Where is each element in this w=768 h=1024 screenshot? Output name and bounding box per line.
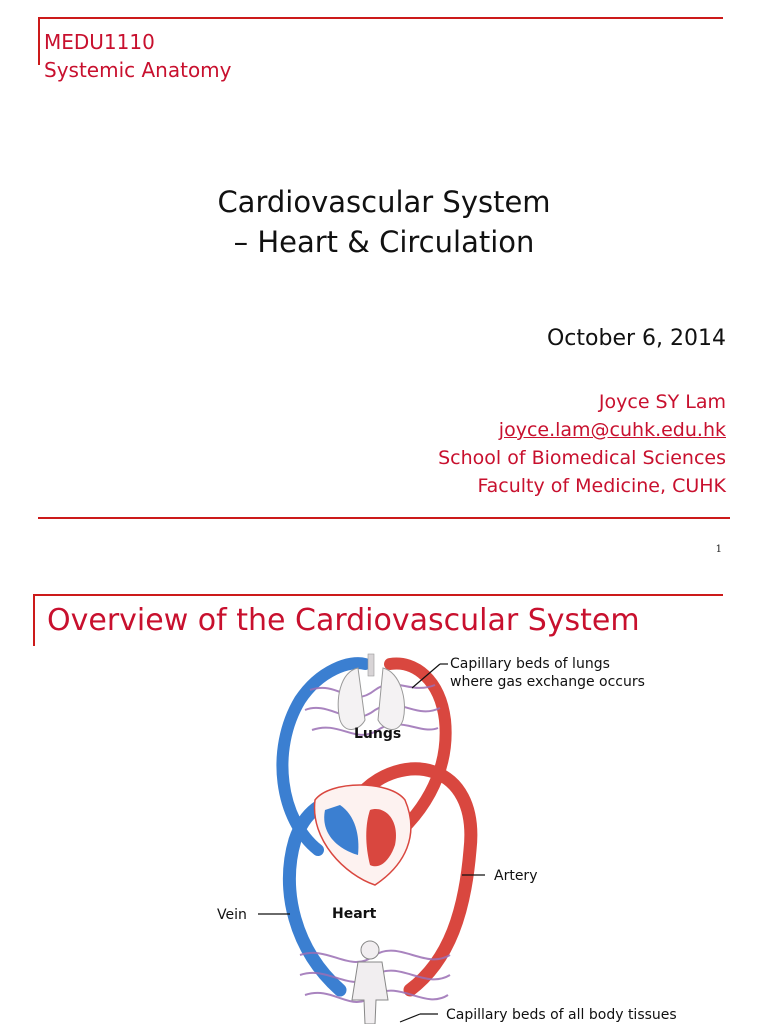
circulation-diagram (200, 650, 677, 1024)
right-lung-shape (378, 668, 404, 729)
lungs-label: Lungs (354, 726, 402, 742)
title-line-1: Cardiovascular System (217, 185, 551, 219)
title-line-2: – Heart & Circulation (233, 225, 535, 259)
page-number: 1 (715, 544, 722, 555)
top-rule (38, 17, 723, 19)
top-rule (33, 594, 723, 596)
bottom-rule (38, 517, 730, 519)
tissues-caption-pointer (400, 1014, 420, 1022)
heart-label: Heart (332, 906, 377, 922)
body-silhouette (352, 941, 388, 1024)
heart-outline (315, 785, 411, 885)
slide-title: Overview of the Cardiovascular System (47, 603, 640, 638)
course-code: MEDU1110 (44, 30, 155, 54)
circulation-illustration (200, 650, 570, 1024)
overview-slide (0, 580, 768, 1024)
tissues-caption: Capillary beds of all body tissues (446, 1007, 677, 1023)
email-link[interactable]: joyce.lam@cuhk.edu.hk (498, 419, 726, 441)
lungs-caption-line-1: Capillary beds of lungs (450, 656, 610, 672)
lungs-caption-line-2: where gas exchange occurs (450, 674, 645, 690)
trachea-shape (368, 654, 374, 676)
artery-label: Artery (494, 868, 538, 884)
school-name: School of Biomedical Sciences (438, 447, 726, 469)
left-rule (38, 17, 40, 65)
course-name: Systemic Anatomy (44, 58, 232, 82)
faculty-name: Faculty of Medicine, CUHK (477, 475, 726, 497)
lecture-date: October 6, 2014 (546, 326, 726, 351)
author-name: Joyce SY Lam (598, 391, 726, 413)
slide-title (0, 182, 768, 262)
vein-label: Vein (217, 907, 247, 923)
course-block (44, 28, 232, 84)
left-lung-shape (338, 668, 365, 729)
contact-block (438, 388, 726, 500)
left-rule (33, 594, 35, 646)
